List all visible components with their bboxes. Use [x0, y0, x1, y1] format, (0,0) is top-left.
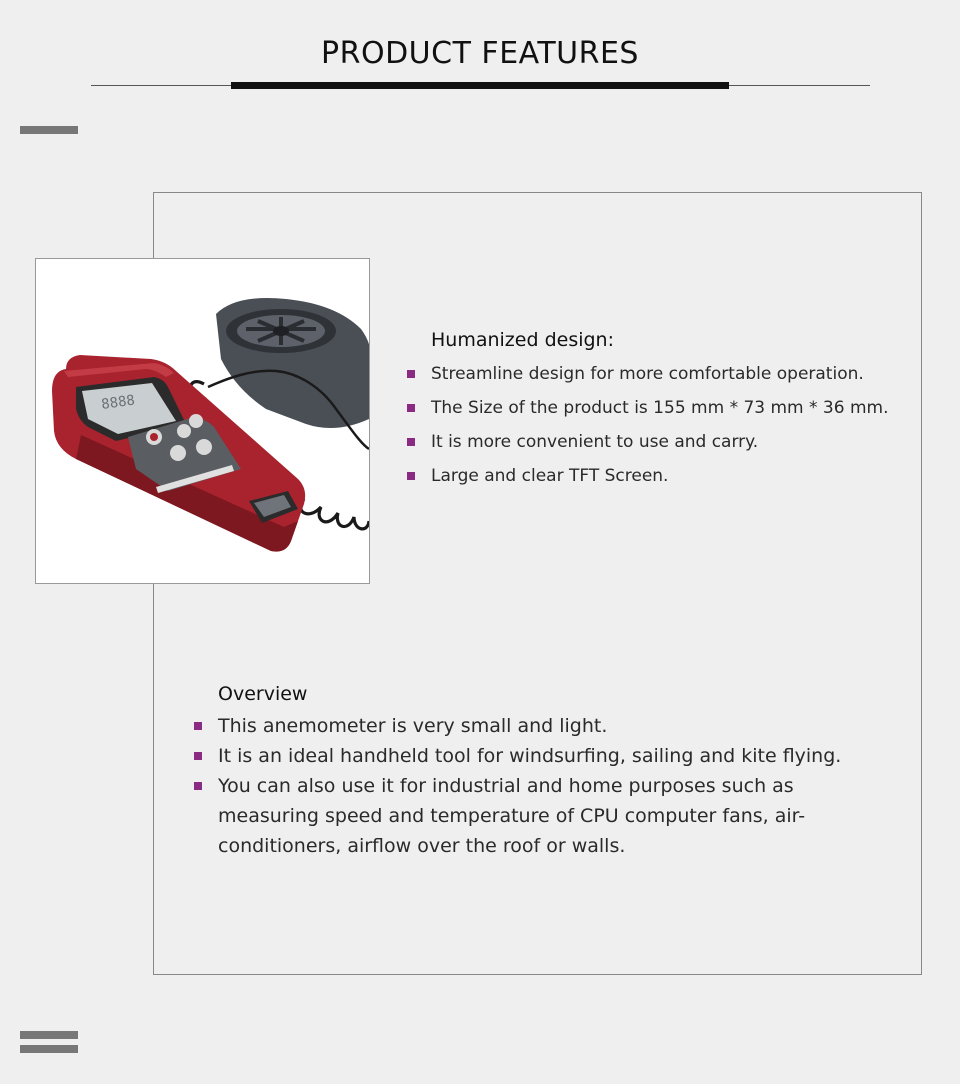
- list-item: You can also use it for industrial and home purposes such as measuring speed and temperature of CPU computer fans, air-conditioners, airflow over the roof or walls.: [194, 771, 818, 861]
- product-photo: [35, 258, 370, 584]
- features-list: [407, 362, 889, 498]
- bullet-square-icon: [194, 752, 202, 760]
- list-item: The Size of the product is 155 mm * 73 mm * 36 mm.: [407, 396, 889, 430]
- vane-fan-head: [216, 298, 369, 428]
- bullet-square-icon: [407, 438, 415, 446]
- list-item: Streamline design for more comfortable operation.: [407, 362, 889, 396]
- features-heading: Humanized design:: [431, 329, 614, 351]
- overview-list: [194, 711, 874, 861]
- bullet-square-icon: [407, 370, 415, 378]
- title-divider-thick: [231, 82, 729, 89]
- list-item: It is more convenient to use and carry.: [407, 430, 889, 464]
- decorative-mark-bottom-2: [20, 1045, 78, 1053]
- decorative-mark-bottom-1: [20, 1031, 78, 1039]
- svg-text:8888: 8888: [100, 392, 136, 413]
- overview-heading: Overview: [218, 683, 308, 705]
- anemometer-product-photo: [36, 259, 369, 583]
- decorative-mark-top: [20, 126, 78, 134]
- page-title: PRODUCT FEATURES: [321, 36, 639, 71]
- bullet-square-icon: [194, 722, 202, 730]
- list-item: It is an ideal handheld tool for windsurfing, sailing and kite flying.: [194, 741, 874, 771]
- bullet-square-icon: [407, 472, 415, 480]
- list-item: Large and clear TFT Screen.: [407, 464, 889, 498]
- list-item: This anemometer is very small and light.: [194, 711, 874, 741]
- bullet-square-icon: [407, 404, 415, 412]
- bullet-square-icon: [194, 782, 202, 790]
